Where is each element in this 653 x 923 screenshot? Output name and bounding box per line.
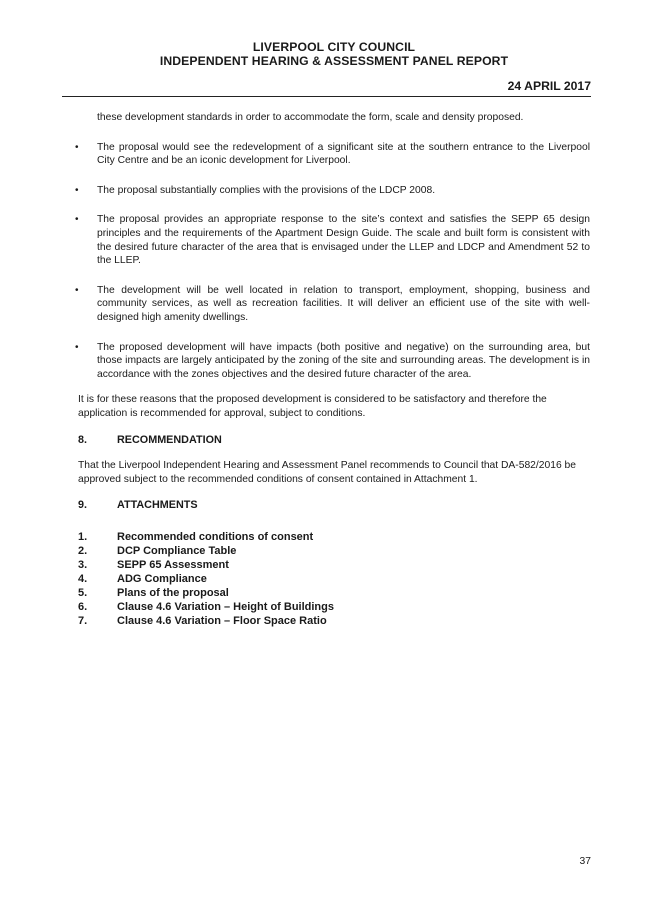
attachment-item: 2. DCP Compliance Table (78, 544, 237, 557)
recommendation-text: That the Liverpool Independent Hearing and Assessment Panel recommends to Council that DA-582/2016 be approved subject to the recommended conditions of consent contained in Attachment 1. (78, 460, 576, 485)
report-body (78, 111, 590, 628)
attachment-item: 7. Clause 4.6 Variation – Floor Space Ratio (78, 614, 327, 627)
report-title: INDEPENDENT HEARING & ASSESSMENT PANEL REPORT (159, 54, 509, 68)
reasons-list (78, 141, 590, 382)
section-number: 9. (78, 499, 88, 512)
reason-item: • The proposal would see the redevelopment of a significant site at the southern entrance to the Liverpool City Centre and be an iconic development for Liverpool. (78, 141, 590, 168)
council-name: LIVERPOOL CITY COUNCIL (252, 40, 416, 54)
attachment-item: 1. Recommended conditions of consent (78, 530, 314, 543)
attachment-item: 5. Plans of the proposal (78, 586, 229, 599)
section-title: RECOMMENDATION (117, 433, 222, 446)
section-heading-attachments (78, 499, 590, 513)
reason-item: • The proposed development will have impacts (both positive and negative) on the surrounding area, but those impacts are largely anticipated by the zoning of the site and surrounding areas. The development is in accordance with the zones objectives and the desired future character of the area. (78, 341, 590, 382)
section-title: ATTACHMENTS (117, 499, 198, 512)
reason-item: • The proposal substantially complies with the provisions of the LDCP 2008. (78, 184, 590, 198)
attachment-item: 3. SEPP 65 Assessment (78, 558, 229, 571)
intro-continuation: these development standards in order to accommodate the form, scale and density proposed. (97, 112, 524, 123)
header-divider (62, 96, 591, 97)
reason-item: • The development will be well located in relation to transport, employment, shopping, business and community services, as well as recreation facilities. It will deliver an efficient use of the site with well-designed high amenity dwellings. (78, 284, 590, 325)
report-date: 24 APRIL 2017 (507, 79, 591, 93)
section-number: 8. (78, 433, 88, 446)
attachment-item: 6. Clause 4.6 Variation – Height of Buildings (78, 600, 334, 613)
attachments-list (78, 530, 590, 628)
section-heading-recommendation (78, 434, 590, 448)
attachment-item: 4. ADG Compliance (78, 572, 207, 585)
reason-item: • The proposal provides an appropriate response to the site’s context and satisfies the SEPP 65 design principles and the requirements of the Apartment Design Guide. The scale and built form is consistent with the desired future character of the area that is envisaged under the LLEP and LDCP and Amendment 52 to the LLEP. (78, 213, 590, 267)
summary-paragraph: It is for these reasons that the proposed development is considered to be satisfactory and therefore the application is recommended for approval, subject to conditions. (78, 394, 547, 419)
report-header (78, 40, 590, 68)
page-number: 37 (579, 856, 591, 867)
